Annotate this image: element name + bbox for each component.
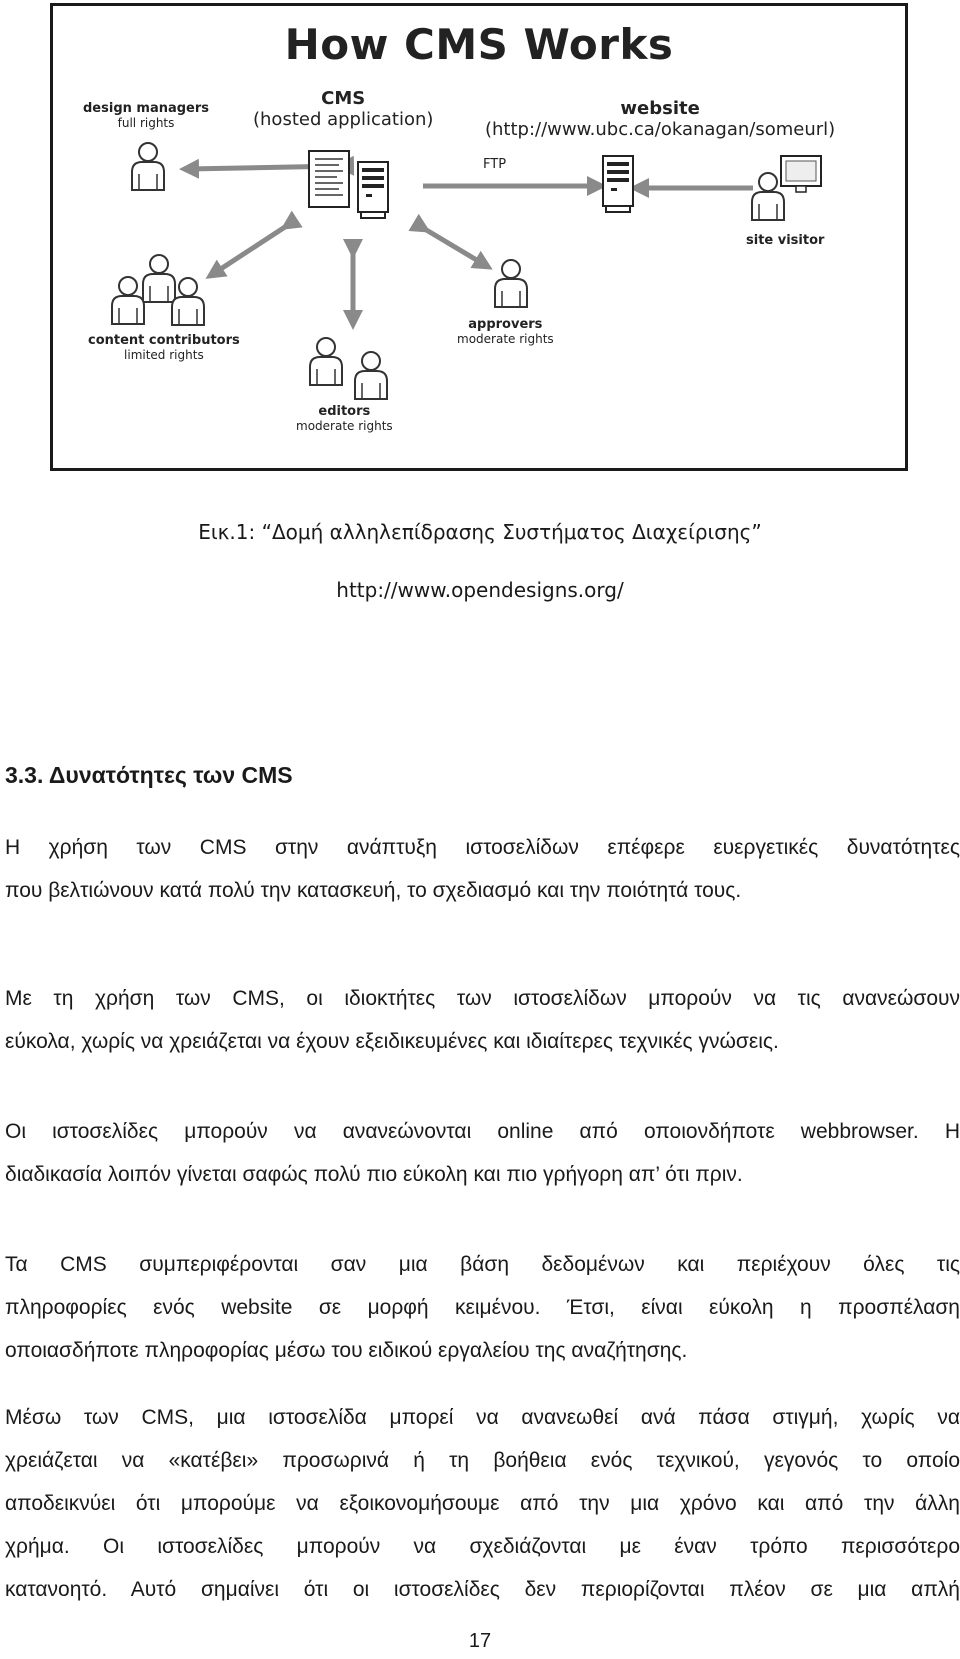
paragraph-line: κατανοητό. Αυτό σημαίνει ότι οι ιστοσελίδες δεν περιορίζονται πλέον σε μια απλή bbox=[5, 1578, 960, 1601]
site-visitor-icon bbox=[752, 156, 821, 220]
paragraph-line: αποδεικνύει ότι μπορούμε να εξοικονομήσουμε από την μια χρόνο και από την άλλη bbox=[5, 1492, 960, 1515]
cms-label: CMS (hosted application) bbox=[253, 88, 434, 130]
paragraph-line: πληροφορίες ενός website σε μορφή κειμένου. Έτσι, είναι εύκολη η προσπέλαση bbox=[5, 1296, 960, 1319]
paragraph-line: Τα CMS συμπεριφέρονται σαν μια βάση δεδομένων και περιέχουν όλες τις bbox=[5, 1253, 960, 1276]
figure-caption: Εικ.1: “Δομή αλληλεπίδρασης Συστήματος Διαχείρισης” bbox=[198, 520, 762, 544]
paragraph-line: που βελτιώνουν κατά πολύ την κατασκευή, το σχεδιασμό και την ποιότητά τους. bbox=[5, 879, 742, 902]
cms-document-icon bbox=[309, 151, 349, 207]
ftp-label: FTP bbox=[483, 157, 507, 172]
section-heading: 3.3. Δυνατότητες των CMS bbox=[5, 762, 293, 788]
figure-source: http://www.opendesigns.org/ bbox=[336, 578, 624, 602]
editors-icon bbox=[310, 338, 387, 399]
page-number: 17 bbox=[468, 1630, 492, 1652]
site-visitor-label: site visitor bbox=[746, 233, 825, 248]
paragraph-3 bbox=[5, 1110, 960, 1196]
design-managers-icon bbox=[132, 143, 164, 190]
approvers-icon bbox=[495, 260, 527, 307]
arrow-cms-content-contributors bbox=[213, 225, 288, 274]
paragraph-2 bbox=[5, 977, 960, 1063]
paragraph-line: Μέσω των CMS, μια ιστοσελίδα μπορεί να ανανεωθεί ανά πάσα στιγμή, χωρίς να bbox=[5, 1406, 960, 1429]
figure-title: How CMS Works bbox=[284, 20, 674, 69]
content-contributors-label: content contributors limited rights bbox=[88, 333, 240, 362]
paragraph-4 bbox=[5, 1243, 960, 1372]
paragraph-line: οποιασδήποτε πληροφορίας μέσω του ειδικού εργαλείου της αναζήτησης. bbox=[5, 1339, 688, 1362]
editors-label: editors moderate rights bbox=[296, 404, 393, 433]
arrow-cms-approvers bbox=[423, 228, 485, 265]
content-contributors-icon bbox=[112, 255, 204, 325]
paragraph-line: διαδικασία λοιπόν γίνεται σαφώς πολύ πιο εύκολη και πιο γρήγορη απ’ ότι πριν. bbox=[5, 1163, 743, 1186]
paragraph-line: Η χρήση των CMS στην ανάπτυξη ιστοσελίδων επέφερε ευεργετικές δυνατότητες bbox=[5, 836, 960, 859]
paragraph-line: χρειάζεται να «κατέβει» προσωρινά ή τη βοήθεια ενός τεχνικού, γεγονός το οποίο bbox=[5, 1449, 960, 1472]
cms-diagram-figure bbox=[50, 3, 908, 471]
paragraph-5 bbox=[5, 1396, 960, 1611]
cms-server-icon bbox=[358, 162, 388, 218]
paragraph-line: Οι ιστοσελίδες μπορούν να ανανεώνονται online από οποιονδήποτε webbrowser. Η bbox=[5, 1120, 960, 1143]
website-label: website (http://www.ubc.ca/okanagan/someurl) bbox=[485, 98, 836, 140]
approvers-label: approvers moderate rights bbox=[457, 317, 554, 346]
paragraph-1 bbox=[5, 826, 960, 912]
website-server-icon bbox=[603, 156, 633, 212]
paragraph-line: εύκολα, χωρίς να χρειάζεται να έχουν εξειδικευμένες και ιδιαίτερες τεχνικές γνώσεις. bbox=[5, 1030, 779, 1053]
paragraph-line: Με τη χρήση των CMS, οι ιδιοκτήτες των ιστοσελίδων μπορούν να τις ανανεώσουν bbox=[5, 987, 960, 1010]
design-managers-label: design managers full rights bbox=[83, 101, 210, 130]
paragraph-line: χρήμα. Οι ιστοσελίδες μπορούν να σχεδιάζονται με έναν τρόπο περισσότερο bbox=[5, 1535, 960, 1558]
